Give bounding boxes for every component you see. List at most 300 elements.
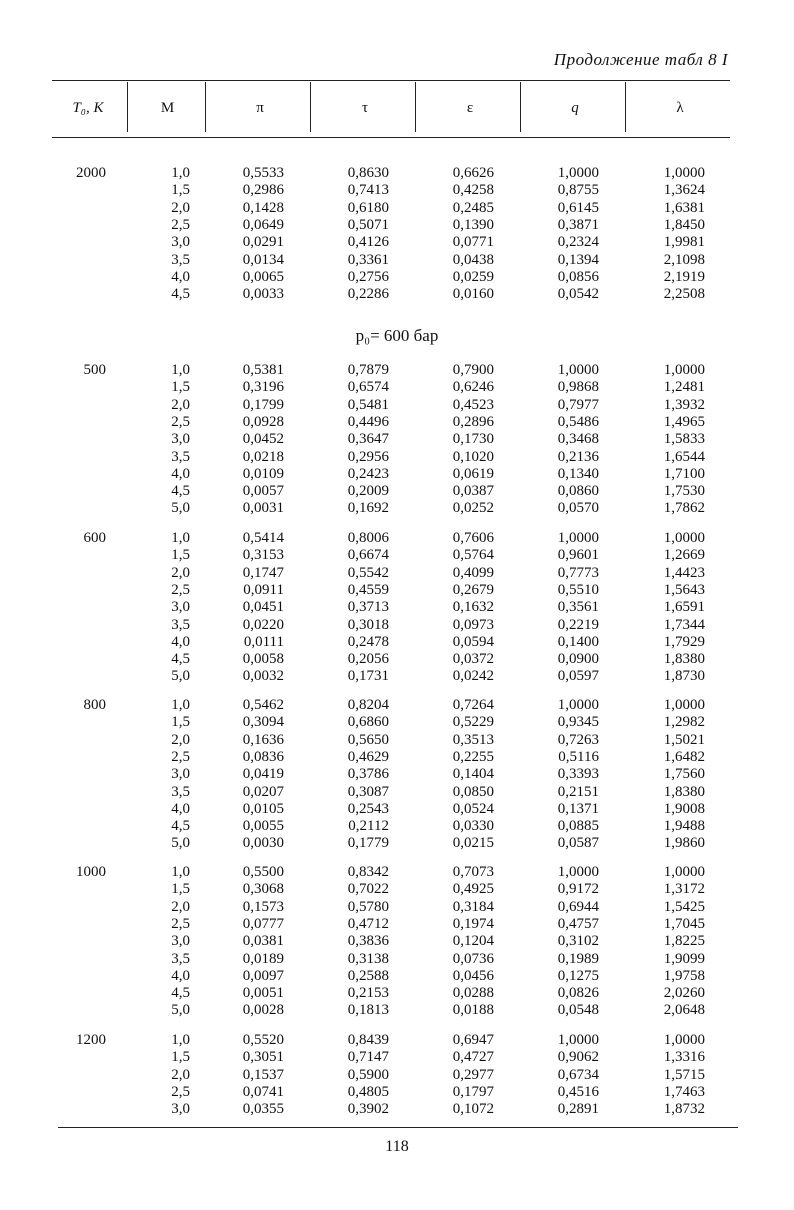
value-cell: 1,7100 — [663, 465, 705, 482]
value-cell: 1,8450 — [663, 216, 705, 233]
table-row — [0, 217, 794, 234]
value-cell: 0,3051 — [242, 1049, 284, 1066]
value-cell: 0,2423 — [347, 465, 389, 482]
running-head: Продолжение табл 8 I — [553, 50, 728, 69]
value-cell: 2,1098 — [663, 251, 705, 268]
value-cell: 0,2219 — [557, 616, 599, 633]
value-cell: 1,0000 — [663, 530, 705, 546]
value-cell: 0,3836 — [347, 933, 389, 950]
mach-cell: 1,5 — [171, 182, 190, 199]
column-header-q: q — [571, 100, 579, 116]
value-cell: 0,1779 — [347, 835, 389, 852]
value-cell: 0,7900 — [452, 362, 494, 378]
value-cell: 0,5542 — [347, 564, 389, 581]
value-cell: 1,3624 — [663, 182, 705, 199]
value-cell: 0,0911 — [243, 581, 284, 598]
mach-cell: 4,5 — [171, 651, 190, 668]
value-cell: 0,3138 — [347, 950, 389, 967]
value-cell: 0,3393 — [557, 766, 599, 783]
value-cell: 0,0259 — [452, 268, 494, 285]
table-row — [0, 362, 794, 379]
value-cell: 1,9981 — [663, 234, 705, 251]
value-cell: 0,0850 — [452, 783, 494, 800]
table-row — [0, 1032, 794, 1049]
value-cell: 0,3647 — [347, 431, 389, 448]
mach-cell: 3,5 — [171, 950, 190, 967]
value-cell: 0,2485 — [452, 199, 494, 216]
value-cell: 0,3196 — [242, 379, 284, 396]
value-cell: 1,9008 — [663, 800, 705, 817]
value-cell: 1,8225 — [663, 933, 705, 950]
value-cell: 0,8204 — [347, 697, 389, 713]
value-cell: 0,2896 — [452, 413, 494, 430]
mach-cell: 1,0 — [171, 697, 190, 713]
value-cell: 2,2508 — [663, 286, 705, 303]
value-cell: 0,4126 — [347, 234, 389, 251]
value-cell: 1,5715 — [663, 1066, 705, 1083]
table-row — [0, 651, 794, 668]
value-cell: 0,0619 — [452, 465, 494, 482]
table-row — [0, 801, 794, 818]
value-cell: 1,2669 — [663, 547, 705, 564]
value-cell: 0,7879 — [347, 362, 389, 378]
value-cell: 0,4629 — [347, 748, 389, 765]
table-row — [0, 835, 794, 852]
mach-cell: 1,5 — [171, 714, 190, 731]
mach-cell: 1,0 — [171, 1032, 190, 1048]
value-cell: 0,8342 — [347, 864, 389, 880]
value-cell: 0,0741 — [242, 1083, 284, 1100]
value-cell: 0,0594 — [452, 633, 494, 650]
table-row — [0, 1101, 794, 1118]
value-cell: 0,1275 — [557, 967, 599, 984]
table-row — [0, 634, 794, 651]
mach-cell: 3,0 — [171, 599, 190, 616]
value-cell: 1,0000 — [663, 362, 705, 378]
value-cell: 0,2009 — [347, 483, 389, 500]
value-cell: 0,7263 — [557, 731, 599, 748]
value-cell: 1,0000 — [663, 1032, 705, 1048]
value-cell: 0,9062 — [557, 1049, 599, 1066]
mach-cell: 3,5 — [171, 251, 190, 268]
table-row — [0, 1049, 794, 1066]
table-row — [0, 599, 794, 616]
table-row — [0, 766, 794, 783]
value-cell: 0,4258 — [452, 182, 494, 199]
column-header-tau: τ — [361, 100, 369, 116]
value-cell: 0,0057 — [242, 483, 284, 500]
value-cell: 2,0648 — [663, 1002, 705, 1019]
value-cell: 0,5381 — [242, 362, 284, 378]
value-cell: 1,7560 — [663, 766, 705, 783]
value-cell: 0,0900 — [557, 651, 599, 668]
mach-cell: 1,0 — [171, 362, 190, 378]
value-cell: 0,5116 — [558, 748, 599, 765]
value-cell: 0,0736 — [452, 950, 494, 967]
value-cell: 0,3018 — [347, 616, 389, 633]
value-cell: 0,0220 — [242, 616, 284, 633]
value-cell: 0,5510 — [557, 581, 599, 598]
value-cell: 1,0000 — [557, 530, 599, 546]
column-header-pi: π — [256, 100, 264, 116]
table-row — [0, 234, 794, 251]
mach-cell: 3,5 — [171, 616, 190, 633]
column-header-t0: T₀, K — [72, 100, 104, 116]
value-cell: 0,3102 — [557, 933, 599, 950]
mach-cell: 2,5 — [171, 748, 190, 765]
value-cell: 0,3513 — [452, 731, 494, 748]
value-cell: 0,6944 — [557, 898, 599, 915]
value-cell: 2,1919 — [663, 268, 705, 285]
value-cell: 0,2478 — [347, 633, 389, 650]
value-cell: 0,3561 — [557, 599, 599, 616]
value-cell: 0,1989 — [557, 950, 599, 967]
value-cell: 0,9601 — [557, 547, 599, 564]
value-cell: 0,0548 — [557, 1002, 599, 1019]
value-cell: 0,0381 — [242, 933, 284, 950]
value-cell: 0,0218 — [242, 448, 284, 465]
value-cell: 0,0111 — [243, 633, 284, 650]
value-cell: 0,1797 — [452, 1083, 494, 1100]
mach-cell: 1,0 — [171, 165, 190, 181]
value-cell: 0,5481 — [347, 396, 389, 413]
table-row — [0, 1002, 794, 1019]
value-cell: 0,5900 — [347, 1066, 389, 1083]
value-cell: 1,7344 — [663, 616, 705, 633]
value-cell: 0,1974 — [452, 915, 494, 932]
table-row — [0, 916, 794, 933]
value-cell: 0,0288 — [452, 985, 494, 1002]
value-cell: 0,0597 — [557, 668, 599, 685]
value-cell: 0,0032 — [242, 668, 284, 685]
mach-cell: 5,0 — [171, 835, 190, 852]
value-cell: 0,2588 — [347, 967, 389, 984]
value-cell: 0,1428 — [242, 199, 284, 216]
value-cell: 1,3932 — [663, 396, 705, 413]
table-row — [0, 881, 794, 898]
stagnation-temperature-cell: 800 — [83, 697, 106, 713]
value-cell: 0,5229 — [452, 714, 494, 731]
value-cell: 1,3316 — [663, 1049, 705, 1066]
table-row — [0, 165, 794, 182]
mach-cell: 1,0 — [171, 530, 190, 546]
value-cell: 0,7264 — [452, 697, 494, 713]
value-cell: 0,0160 — [452, 286, 494, 303]
value-cell: 0,0419 — [242, 766, 284, 783]
mach-cell: 2,5 — [171, 581, 190, 598]
table-bottom-rule — [58, 1127, 738, 1128]
value-cell: 0,0031 — [242, 500, 284, 517]
value-cell: 0,0451 — [242, 599, 284, 616]
table-row — [0, 968, 794, 985]
value-cell: 0,1632 — [452, 599, 494, 616]
value-cell: 0,4712 — [347, 915, 389, 932]
table-row — [0, 582, 794, 599]
value-cell: 0,0033 — [242, 286, 284, 303]
value-cell: 0,3468 — [557, 431, 599, 448]
value-cell: 0,5780 — [347, 898, 389, 915]
value-cell: 0,0856 — [557, 268, 599, 285]
value-cell: 0,2255 — [452, 748, 494, 765]
value-cell: 0,7413 — [347, 182, 389, 199]
value-cell: 1,6381 — [663, 199, 705, 216]
value-cell: 1,9758 — [663, 967, 705, 984]
value-cell: 0,0330 — [452, 818, 494, 835]
value-cell: 0,0836 — [242, 748, 284, 765]
value-cell: 0,0028 — [242, 1002, 284, 1019]
value-cell: 1,5425 — [663, 898, 705, 915]
table-row — [0, 252, 794, 269]
mach-cell: 3,0 — [171, 766, 190, 783]
value-cell: 1,7045 — [663, 915, 705, 932]
value-cell: 0,5650 — [347, 731, 389, 748]
value-cell: 0,3184 — [452, 898, 494, 915]
value-cell: 0,2151 — [557, 783, 599, 800]
table-row — [0, 200, 794, 217]
value-cell: 0,7147 — [347, 1049, 389, 1066]
mach-cell: 2,0 — [171, 1066, 190, 1083]
value-cell: 1,7862 — [663, 500, 705, 517]
value-cell: 0,4523 — [452, 396, 494, 413]
value-cell: 0,0055 — [242, 818, 284, 835]
value-cell: 0,4559 — [347, 581, 389, 598]
value-cell: 0,0587 — [557, 835, 599, 852]
table-row — [0, 933, 794, 950]
value-cell: 0,6574 — [347, 379, 389, 396]
mach-cell: 1,5 — [171, 547, 190, 564]
value-cell: 1,0000 — [663, 864, 705, 880]
table-row — [0, 466, 794, 483]
value-cell: 1,9099 — [663, 950, 705, 967]
value-cell: 0,0355 — [242, 1101, 284, 1118]
value-cell: 0,0058 — [242, 651, 284, 668]
value-cell: 1,6482 — [663, 748, 705, 765]
value-cell: 0,6180 — [347, 199, 389, 216]
mach-cell: 4,0 — [171, 465, 190, 482]
value-cell: 0,1730 — [452, 431, 494, 448]
value-cell: 0,2153 — [347, 985, 389, 1002]
mach-cell: 3,5 — [171, 448, 190, 465]
value-cell: 1,0000 — [663, 165, 705, 181]
value-cell: 0,8439 — [347, 1032, 389, 1048]
mach-cell: 3,0 — [171, 234, 190, 251]
table-row — [0, 397, 794, 414]
value-cell: 0,9345 — [557, 714, 599, 731]
value-cell: 0,1340 — [557, 465, 599, 482]
value-cell: 0,2756 — [347, 268, 389, 285]
value-cell: 0,9172 — [557, 881, 599, 898]
value-cell: 0,7073 — [452, 864, 494, 880]
mach-cell: 4,0 — [171, 800, 190, 817]
value-cell: 0,6947 — [452, 1032, 494, 1048]
value-cell: 2,0260 — [663, 985, 705, 1002]
value-cell: 0,3871 — [557, 216, 599, 233]
value-cell: 0,6626 — [452, 165, 494, 181]
stagnation-temperature-cell: 600 — [83, 530, 106, 546]
mach-cell: 2,0 — [171, 898, 190, 915]
value-cell: 0,5462 — [242, 697, 284, 713]
table-row — [0, 697, 794, 714]
value-cell: 0,6674 — [347, 547, 389, 564]
table-row — [0, 951, 794, 968]
value-cell: 0,0215 — [452, 835, 494, 852]
table-row — [0, 714, 794, 731]
value-cell: 0,0242 — [452, 668, 494, 685]
value-cell: 0,0524 — [452, 800, 494, 817]
value-cell: 0,1020 — [452, 448, 494, 465]
value-cell: 0,5071 — [347, 216, 389, 233]
value-cell: 1,8380 — [663, 783, 705, 800]
value-cell: 0,3902 — [347, 1101, 389, 1118]
value-cell: 0,0570 — [557, 500, 599, 517]
value-cell: 0,0777 — [242, 915, 284, 932]
value-cell: 0,1731 — [347, 668, 389, 685]
table-row — [0, 1084, 794, 1101]
mach-cell: 2,5 — [171, 216, 190, 233]
mach-cell: 3,0 — [171, 933, 190, 950]
table-row — [0, 414, 794, 431]
value-cell: 0,2986 — [242, 182, 284, 199]
mach-cell: 1,0 — [171, 864, 190, 880]
value-cell: 0,0771 — [452, 234, 494, 251]
value-cell: 0,0188 — [452, 1002, 494, 1019]
value-cell: 1,0000 — [557, 362, 599, 378]
mach-cell: 4,5 — [171, 985, 190, 1002]
table-row — [0, 449, 794, 466]
value-cell: 0,5500 — [242, 864, 284, 880]
column-header-epsilon: ε — [466, 100, 474, 116]
value-cell: 0,2977 — [452, 1066, 494, 1083]
table-row — [0, 565, 794, 582]
value-cell: 0,8755 — [557, 182, 599, 199]
value-cell: 1,8732 — [663, 1101, 705, 1118]
mach-cell: 3,0 — [171, 1101, 190, 1118]
mach-cell: 2,0 — [171, 731, 190, 748]
value-cell: 1,4965 — [663, 413, 705, 430]
value-cell: 0,4727 — [452, 1049, 494, 1066]
value-cell: 0,0105 — [242, 800, 284, 817]
value-cell: 0,0051 — [242, 985, 284, 1002]
value-cell: 0,0065 — [242, 268, 284, 285]
value-cell: 0,0860 — [557, 483, 599, 500]
mach-cell: 1,5 — [171, 881, 190, 898]
value-cell: 0,0456 — [452, 967, 494, 984]
value-cell: 0,0207 — [242, 783, 284, 800]
value-cell: 1,9860 — [663, 835, 705, 852]
value-cell: 1,2982 — [663, 714, 705, 731]
value-cell: 0,7977 — [557, 396, 599, 413]
value-cell: 0,5533 — [242, 165, 284, 181]
value-cell: 1,4423 — [663, 564, 705, 581]
value-cell: 0,0109 — [242, 465, 284, 482]
value-cell: 1,7463 — [663, 1083, 705, 1100]
table-row — [0, 182, 794, 199]
value-cell: 0,5486 — [557, 413, 599, 430]
value-cell: 0,2286 — [347, 286, 389, 303]
value-cell: 1,3172 — [663, 881, 705, 898]
value-cell: 0,2136 — [557, 448, 599, 465]
value-cell: 0,1204 — [452, 933, 494, 950]
value-cell: 0,2324 — [557, 234, 599, 251]
value-cell: 0,2056 — [347, 651, 389, 668]
column-header-m: M — [160, 100, 175, 116]
value-cell: 0,2112 — [348, 818, 389, 835]
value-cell: 0,0885 — [557, 818, 599, 835]
value-cell: 0,4925 — [452, 881, 494, 898]
value-cell: 1,7929 — [663, 633, 705, 650]
value-cell: 1,2481 — [663, 379, 705, 396]
value-cell: 0,3153 — [242, 547, 284, 564]
value-cell: 0,6860 — [347, 714, 389, 731]
value-cell: 0,1394 — [557, 251, 599, 268]
value-cell: 0,0252 — [452, 500, 494, 517]
table-row — [0, 732, 794, 749]
value-cell: 1,6544 — [663, 448, 705, 465]
table-row — [0, 269, 794, 286]
value-cell: 0,1537 — [242, 1066, 284, 1083]
table-row — [0, 1067, 794, 1084]
value-cell: 0,8006 — [347, 530, 389, 546]
mach-cell: 3,5 — [171, 783, 190, 800]
value-cell: 0,4516 — [557, 1083, 599, 1100]
column-header-lambda: λ — [676, 100, 684, 116]
value-cell: 0,0438 — [452, 251, 494, 268]
value-cell: 0,1692 — [347, 500, 389, 517]
mach-cell: 4,5 — [171, 483, 190, 500]
value-cell: 0,3713 — [347, 599, 389, 616]
table-row — [0, 749, 794, 766]
value-cell: 1,9488 — [663, 818, 705, 835]
value-cell: 0,1573 — [242, 898, 284, 915]
value-cell: 0,3361 — [347, 251, 389, 268]
value-cell: 0,6246 — [452, 379, 494, 396]
value-cell: 0,7773 — [557, 564, 599, 581]
table-row — [0, 530, 794, 547]
value-cell: 0,1799 — [242, 396, 284, 413]
value-cell: 0,9868 — [557, 379, 599, 396]
mach-cell: 2,0 — [171, 396, 190, 413]
value-cell: 0,0387 — [452, 483, 494, 500]
value-cell: 0,5764 — [452, 547, 494, 564]
value-cell: 1,5833 — [663, 431, 705, 448]
value-cell: 1,0000 — [663, 697, 705, 713]
value-cell: 0,1636 — [242, 731, 284, 748]
value-cell: 0,0826 — [557, 985, 599, 1002]
value-cell: 0,2679 — [452, 581, 494, 598]
value-cell: 1,7530 — [663, 483, 705, 500]
value-cell: 0,6734 — [557, 1066, 599, 1083]
mach-cell: 2,0 — [171, 564, 190, 581]
mach-cell: 5,0 — [171, 500, 190, 517]
value-cell: 0,4757 — [557, 915, 599, 932]
value-cell: 0,1747 — [242, 564, 284, 581]
value-cell: 0,4099 — [452, 564, 494, 581]
table-row — [0, 431, 794, 448]
value-cell: 1,6591 — [663, 599, 705, 616]
value-cell: 0,4805 — [347, 1083, 389, 1100]
mach-cell: 4,5 — [171, 818, 190, 835]
value-cell: 0,7606 — [452, 530, 494, 546]
mach-cell: 2,5 — [171, 1083, 190, 1100]
table-row — [0, 784, 794, 801]
value-cell: 0,0452 — [242, 431, 284, 448]
table-row — [0, 379, 794, 396]
page-number: 118 — [385, 1138, 409, 1155]
value-cell: 0,0189 — [242, 950, 284, 967]
stagnation-temperature-cell: 500 — [83, 362, 106, 378]
pressure-subheader: p₀= 600 бар — [355, 326, 439, 345]
value-cell: 0,0291 — [242, 234, 284, 251]
